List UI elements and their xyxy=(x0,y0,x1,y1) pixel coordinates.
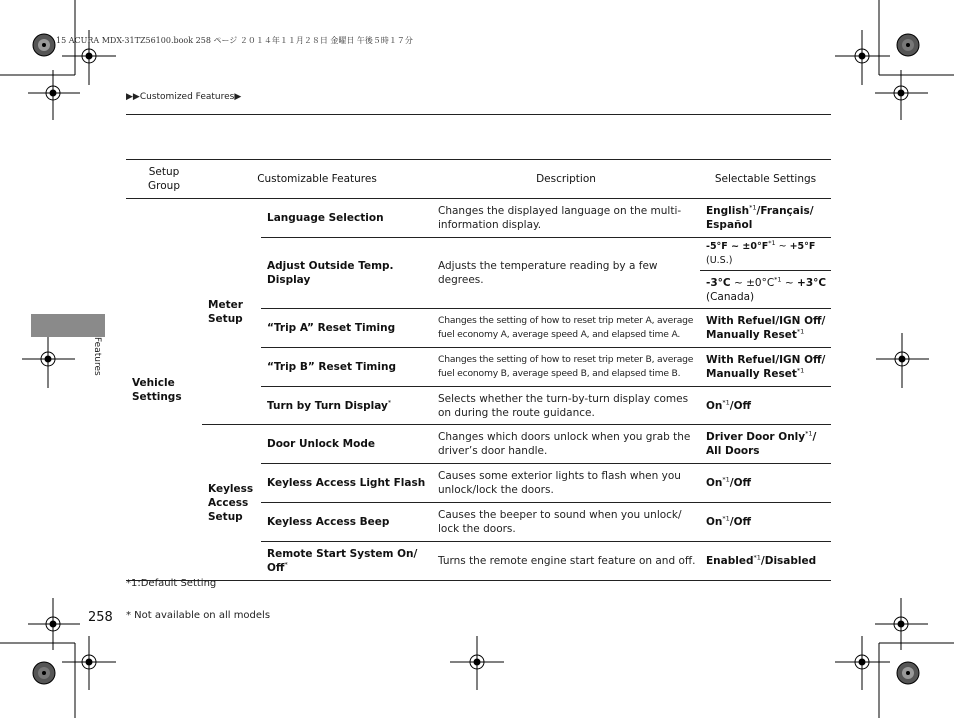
header-setup-group: Setup Group xyxy=(126,160,202,199)
header-selectable-settings: Selectable Settings xyxy=(700,160,831,199)
group-vehicle-settings: Vehicle Settings xyxy=(126,199,202,581)
description-cell: Adjusts the temperature reading by a few degrees. xyxy=(432,238,700,309)
page-number: 258 xyxy=(88,610,113,625)
settings-cell: English$^{*1}$/Français/ Español xyxy=(700,199,831,238)
table-row xyxy=(126,425,831,464)
subgroup-keyless-access-setup: Keyless Access Setup xyxy=(202,425,261,581)
settings-cell: With Refuel/IGN Off/ Manually Reset$^{*1}$ xyxy=(700,348,831,387)
breadcrumb-suffix-arrow: ▶ xyxy=(234,92,242,102)
settings-cell: Enabled$^{*1}$/Disabled xyxy=(700,542,831,581)
description-cell: Causes some exterior lights to flash when you unlock/lock the doors. xyxy=(432,464,700,503)
header-description: Description xyxy=(432,160,700,199)
header-customizable-features: Customizable Features xyxy=(202,160,432,199)
footnote-default-setting: *1:Default Setting xyxy=(126,578,217,589)
feature-trip-a-reset: “Trip A” Reset Timing xyxy=(261,309,432,348)
customized-features-table xyxy=(126,159,831,581)
print-header: 15 ACURA MDX-31TZ56100.book 258 ページ ２０１４年１１月２８日 金曜日 午後５時１７分 xyxy=(56,36,413,45)
footnote-not-available: * Not available on all models xyxy=(126,610,271,621)
settings-cell-us: -5°F ~ $\pm 0^\circ F^{*1}$ ~ +5°F (U.S.) xyxy=(700,238,831,271)
breadcrumb[interactable] xyxy=(126,92,241,102)
table-row xyxy=(126,199,831,238)
description-cell: Causes the beeper to sound when you unlock/ lock the doors. xyxy=(432,503,700,542)
breadcrumb-link[interactable]: Customized Features xyxy=(139,92,235,102)
settings-cell-canada: -3°C ~ $\pm 0^\circ C^{*1}$ ~ +3°C (Canada) xyxy=(700,271,831,309)
feature-adjust-outside-temp: Adjust Outside Temp. Display xyxy=(261,238,432,309)
subgroup-meter-setup: Meter Setup xyxy=(202,199,261,425)
feature-trip-b-reset: “Trip B” Reset Timing xyxy=(261,348,432,387)
table-header-row xyxy=(126,160,831,199)
description-cell: Changes the setting of how to reset trip meter A, average fuel economy A, average speed A, and elapsed time A. xyxy=(432,309,700,348)
settings-cell: On$^{*1}$/Off xyxy=(700,464,831,503)
feature-door-unlock-mode: Door Unlock Mode xyxy=(261,425,432,464)
section-tab-label: Features xyxy=(92,337,102,376)
description-cell: Changes the setting of how to reset trip meter B, average fuel economy B, average speed B, and elapsed time B. xyxy=(432,348,700,387)
section-tab[interactable] xyxy=(31,314,105,337)
settings-cell: With Refuel/IGN Off/ Manually Reset$^{*1}$ xyxy=(700,309,831,348)
feature-turn-by-turn: Turn by Turn Display* xyxy=(261,387,432,425)
description-cell: Changes which doors unlock when you grab the driver’s door handle. xyxy=(432,425,700,464)
feature-keyless-light-flash: Keyless Access Light Flash xyxy=(261,464,432,503)
description-cell: Turns the remote engine start feature on and off. xyxy=(432,542,700,581)
header-rule xyxy=(126,114,831,115)
description-cell: Changes the displayed language on the multi-information display. xyxy=(432,199,700,238)
feature-keyless-beep: Keyless Access Beep xyxy=(261,503,432,542)
settings-cell: Driver Door Only$^{*1}$/ All Doors xyxy=(700,425,831,464)
settings-cell: On$^{*1}$/Off xyxy=(700,503,831,542)
settings-cell: On$^{*1}$/Off xyxy=(700,387,831,425)
feature-remote-start: Remote Start System On/ Off* xyxy=(261,542,432,581)
feature-language-selection: Language Selection xyxy=(261,199,432,238)
description-cell: Selects whether the turn-by-turn display comes on during the route guidance. xyxy=(432,387,700,425)
breadcrumb-prefix-arrows: ▶▶ xyxy=(126,92,140,102)
